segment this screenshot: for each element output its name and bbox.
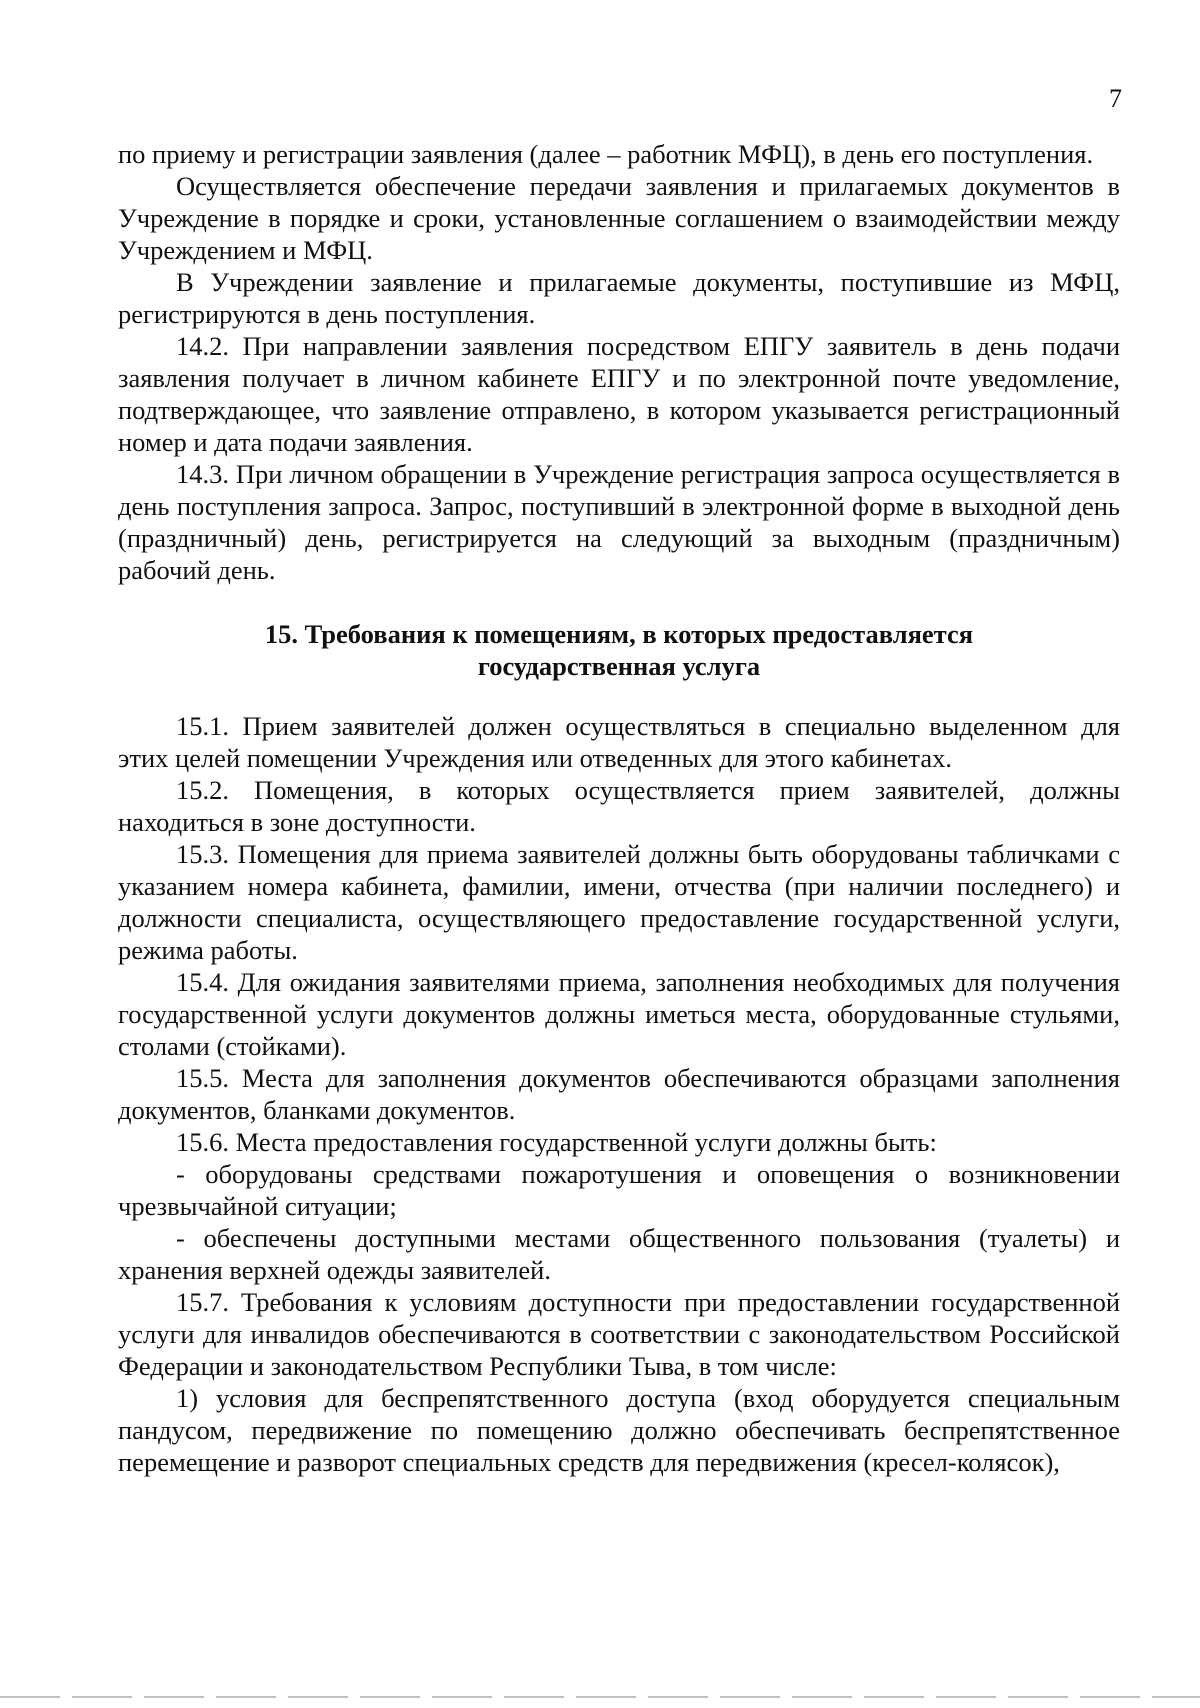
paragraph-15-6: 15.6. Места предоставления государственной услуги должны быть: xyxy=(176,1127,937,1157)
list-item-fire-safety: - оборудованы средствами пожаротушения и оповещения о возникновении чрезвычайной ситуации; xyxy=(118,1159,1120,1221)
paragraph-transfer-documents: Осуществляется обеспечение передачи заявления и прилагаемых документов в Учреждение в порядке и сроки, установленные соглашением о взаимодействии между Учреждением и МФЦ. xyxy=(118,171,1120,265)
paragraph-15-4: 15.4. Для ожидания заявителями приема, заполнения необходимых для получения государственной услуги документов должны иметься места, оборудованные стульями, столами (стойками). xyxy=(118,967,1120,1061)
paragraph-15-2: 15.2. Помещения, в которых осуществляется прием заявителей, должны находиться в зоне доступности. xyxy=(118,775,1120,837)
document-body xyxy=(118,138,1120,1478)
paragraph-15-7: 15.7. Требования к условиям доступности при предоставлении государственной услуги для инвалидов обеспечиваются в соответствии с законодательством Российской Федерации и законодательством Республики Тыва, в том числе: xyxy=(118,1287,1120,1381)
paragraph-14-3: 14.3. При личном обращении в Учреждение регистрация запроса осуществляется в день поступления запроса. Запрос, поступивший в электронной форме в выходной день (праздничный) день, регистрируется на следующий за выходным (праздничным) рабочий день. xyxy=(118,459,1120,585)
list-item-public-facilities: - обеспечены доступными местами общественного пользования (туалеты) и хранения верхней одежды заявителей. xyxy=(118,1223,1120,1285)
section-heading-line-2: государственная услуга xyxy=(477,651,761,681)
section-heading-15 xyxy=(118,618,1120,682)
paragraph-15-5: 15.5. Места для заполнения документов обеспечиваются образцами заполнения документов, бланками документов. xyxy=(118,1063,1120,1125)
paragraph-continuation: по приему и регистрации заявления (далее – работник МФЦ), в день его поступления. xyxy=(118,139,1094,169)
list-item-accessibility-1: 1) условия для беспрепятственного доступа (вход оборудуется специальным пандусом, передвижение по помещению должно обеспечивать беспрепятственное перемещение и разворот специальных средств для передвижения (кресел-колясок), xyxy=(118,1383,1120,1477)
paragraph-15-1: 15.1. Прием заявителей должен осуществляться в специально выделенном для этих целей помещении Учреждения или отведенных для этого кабинетах. xyxy=(118,711,1120,773)
section-heading-line-1: 15. Требования к помещениям, в которых предоставляется xyxy=(264,619,974,649)
paragraph-14-2: 14.2. При направлении заявления посредством ЕПГУ заявитель в день подачи заявления получает в личном кабинете ЕПГУ и по электронной почте уведомление, подтверждающее, что заявление отправлено, в котором указывается регистрационный номер и дата подачи заявления. xyxy=(118,331,1120,457)
scan-edge-line xyxy=(0,1696,1200,1698)
paragraph-15-3: 15.3. Помещения для приема заявителей должны быть оборудованы табличками с указанием номера кабинета, фамилии, имени, отчества (при наличии последнего) и должности специалиста, осуществляющего предоставление государственной услуги, режима работы. xyxy=(118,839,1120,965)
page-number: 7 xyxy=(1109,84,1122,113)
paragraph-registration-mfc: В Учреждении заявление и прилагаемые документы, поступившие из МФЦ, регистрируются в день поступления. xyxy=(118,267,1120,329)
